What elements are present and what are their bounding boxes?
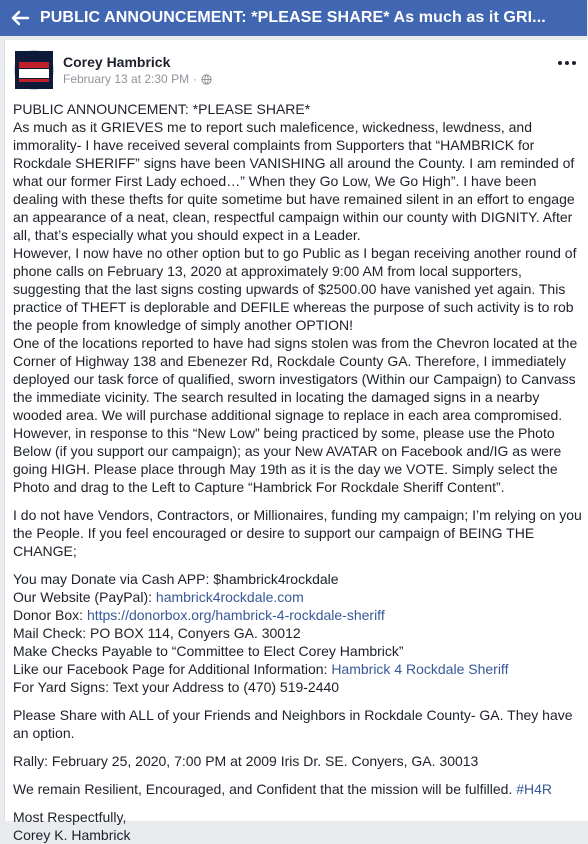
website-line: Our Website (PayPal): hambrick4rockdale.com xyxy=(13,589,304,605)
post-text-line: However, in response to this “New Low” being practiced by some, please use the Photo xyxy=(13,425,555,441)
page-title: PUBLIC ANNOUNCEMENT: *PLEASE SHARE* As much as it GRI... xyxy=(40,9,546,26)
avatar[interactable] xyxy=(14,50,54,90)
share-paragraph: Please Share with ALL of your Friends and Neighbors in Rockdale County- GA. They have an option. xyxy=(13,707,573,741)
donorbox-link[interactable]: https://donorbox.org/hambrick-4-rockdale-sheriff xyxy=(86,607,385,623)
post-timestamp[interactable]: February 13 at 2:30 PM xyxy=(63,72,190,86)
post-text-line: the people from knowledge of simply another OPTION! xyxy=(13,317,354,333)
website-link[interactable]: hambrick4rockdale.com xyxy=(155,589,304,605)
post-text-line: dealing with these thefts for quite sometime but have remained silent in an effort to engage xyxy=(13,191,575,207)
post-text-line: I do not have Vendors, Contractors, or Millionaires, funding my campaign; I’m relying on you xyxy=(13,507,582,523)
post-text-line: an appearance of a neat, clean, respectful campaign within our county with DIGNITY. After xyxy=(13,209,573,225)
post-text-line: all, that’s especially what you should expect in a Leader. xyxy=(13,227,361,243)
donation-info xyxy=(13,570,588,696)
author-name[interactable]: Corey Hambrick xyxy=(63,54,171,70)
cash-app-line: You may Donate via Cash APP: $hambrick4rockdale xyxy=(13,571,339,587)
closing xyxy=(13,808,588,844)
mail-check-line: Mail Check: PO BOX 114, Conyers GA. 30012 xyxy=(13,625,301,641)
globe-icon xyxy=(201,74,212,85)
top-bar xyxy=(0,0,587,36)
post-text-line: the immediate vicinity. The search resulted in locating the damaged signs in a nearby xyxy=(13,389,540,405)
facebook-page-line: Like our Facebook Page for Additional Information: Hambrick 4 Rockdale Sheriff xyxy=(13,661,509,677)
post-text-line: phone calls on February 13, 2020 at approximately 9:00 AM from local supporters, xyxy=(13,263,522,279)
resilient-line: We remain Resilient, Encouraged, and Confident that the mission will be fulfilled. #H4R xyxy=(13,781,553,797)
sheriff-badge-logo xyxy=(15,51,53,89)
checks-payable-line: Make Checks Payable to “Committee to Elect Corey Hambrick” xyxy=(13,643,404,659)
more-dots-icon xyxy=(558,61,562,65)
post-text-line: PUBLIC ANNOUNCEMENT: *PLEASE SHARE* xyxy=(13,101,311,117)
facebook-page-link[interactable]: Hambrick 4 Rockdale Sheriff xyxy=(331,661,509,677)
post-text-line: Below (if you support our campaign); as your New AVATAR on Facebook and/IG as were xyxy=(13,443,562,459)
post-text-line: suggesting that the last signs costing upwards of $2500.00 have vanished yet again. This xyxy=(13,281,566,297)
back-button[interactable] xyxy=(0,0,40,36)
yard-signs-line: For Yard Signs: Text your Address to (470) 519-2440 xyxy=(13,679,340,695)
hashtag-link[interactable]: #H4R xyxy=(516,781,553,797)
signature-line: Corey K. Hambrick xyxy=(13,827,131,843)
post-paragraph xyxy=(13,506,588,560)
post-card xyxy=(4,40,588,843)
donorbox-line: Donor Box: https://donorbox.org/hambrick-4-rockdale-sheriff xyxy=(13,607,385,623)
more-options-button[interactable] xyxy=(554,57,580,69)
closing-line: Most Respectfully, xyxy=(13,809,127,825)
post-paragraph xyxy=(13,100,588,496)
post-text-line: wooded area. We will purchase additional signage to replace in each area compromised. xyxy=(13,407,563,423)
post-text-line: CHANGE; xyxy=(13,543,77,559)
meta-separator: · xyxy=(193,72,198,86)
rally-line: Rally: February 25, 2020, 7:00 PM at 2009 Iris Dr. SE. Conyers, GA. 30013 xyxy=(13,753,479,769)
post-text-line: Rockdale SHERIFF” signs have been VANISHING all around the County. I am reminded of xyxy=(13,155,575,171)
post-text-line: immorality- I have received several complaints from Supporters that “HAMBRICK for xyxy=(13,137,535,153)
post-text-line: Corner of Highway 138 and Ebenezer Rd, Rockdale County GA. Therefore, I immediately xyxy=(13,353,567,369)
post-text-line: Photo and drag to the Left to Capture “Hambrick For Rockdale Sheriff Content”. xyxy=(13,479,505,495)
post-text-line: the People. If you feel encouraged or desire to support our campaign of BEING THE xyxy=(13,525,535,541)
post-text-line: However, I now have no other option but to go Public as I began receiving another round of xyxy=(13,245,577,261)
post-text-line: As much as it GRIEVES me to report such maleficence, wickedness, lewdness, and xyxy=(13,119,533,135)
post-text-line: deployed our task force of qualified, sworn investigators (Within our Campaign) to Canvass xyxy=(13,371,576,387)
arrow-left-icon xyxy=(10,8,30,28)
post-body xyxy=(13,100,588,844)
post-text-line: going HIGH. Please place through May 19th as it is the day we VOTE. Simply select the xyxy=(13,461,558,477)
post-text-line: practice of THEFT is deplorable and DEFILE whereas the purpose of such activity is to rob xyxy=(13,299,574,315)
post-text-line: what our former First Lady echoed…” When they Go Low, We Go High”. I have been xyxy=(13,173,537,189)
post-meta xyxy=(63,72,212,86)
post-text-line: One of the locations reported to have had signs stolen was from the Chevron located at the xyxy=(13,335,578,351)
